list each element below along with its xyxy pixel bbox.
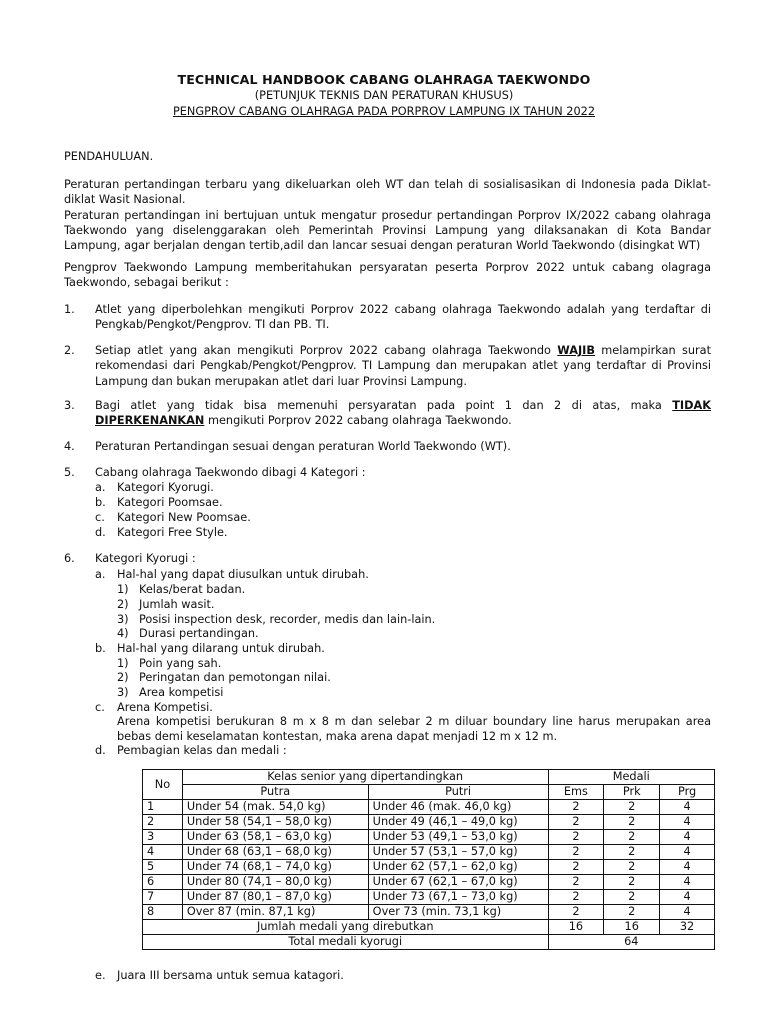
- item-number: 5.: [64, 466, 75, 479]
- table-row: [143, 815, 715, 830]
- item-text: Cabang olahraga Taekwondo dibagi 4 Kategori :: [95, 466, 366, 479]
- section-heading: PENDAHULUAN.: [64, 150, 154, 163]
- cell-no: 2: [143, 815, 183, 830]
- cell-putri: Under 53 (49,1 – 53,0 kg): [368, 830, 548, 845]
- table-subheader-row: [143, 785, 715, 800]
- item-number: 4.: [64, 440, 75, 453]
- cell-putra: Under 58 (54,1 – 58,0 kg): [182, 815, 368, 830]
- cell-prk: 2: [604, 890, 660, 905]
- header-prg: Prg: [660, 785, 715, 800]
- cell-putri: Under 73 (67,1 – 73,0 kg): [368, 890, 548, 905]
- cell-putri: Under 49 (46,1 – 49,0 kg): [368, 815, 548, 830]
- requirements-paragraph: Pengprov Taekwondo Lampung memberitahukan persyaratan peserta Porprov 2022 untuk cabang olagraga Taekwondo, sebagai berikut :: [64, 261, 711, 290]
- document-organizer: PENGPROV CABANG OLAHRAGA PADA PORPROV LAMPUNG IX TAHUN 2022: [172, 105, 596, 118]
- cell-putra: Under 63 (58,1 – 63,0 kg): [182, 830, 368, 845]
- item-text: Peraturan Pertandingan sesuai dengan peraturan World Taekwondo (WT).: [95, 440, 511, 453]
- item-number: 2.: [64, 344, 75, 357]
- cell-prg: 4: [660, 845, 715, 860]
- cell-prk: 2: [604, 800, 660, 815]
- cell-prk: 2: [604, 815, 660, 830]
- cell-no: 3: [143, 830, 183, 845]
- cell-no: 4: [143, 845, 183, 860]
- sum-label: Jumlah medali yang direbutkan: [143, 920, 549, 935]
- emphasis-wajib: WAJIB: [557, 344, 595, 357]
- item-text: Setiap atlet yang akan mengikuti Porprov 2022 cabang olahraga Taekwondo WAJIB melampirkan surat rekomendasi dari Pengkab/Pengkot/Pengprov. TI Lampung dan merupakan atlet yang terdaftar di Provinsi Lampung dan bukan merupakan atlet dari luar Provinsi Lampung.: [95, 344, 712, 388]
- item-text: Kategori Kyorugi :: [95, 552, 196, 565]
- cell-ems: 2: [548, 815, 604, 830]
- emphasis-tidak-diperkenankan: TIDAK DIPERKENANKAN: [95, 399, 711, 428]
- cell-ems: 2: [548, 890, 604, 905]
- header-prk: Prk: [604, 785, 660, 800]
- header-putra: Putra: [182, 785, 368, 800]
- total-value: 64: [548, 935, 715, 950]
- cell-putra: Under 74 (68,1 – 74,0 kg): [182, 860, 368, 875]
- intro-paragraph: [64, 177, 711, 253]
- sum-prk: 16: [604, 920, 660, 935]
- table-row: [143, 800, 715, 815]
- cell-no: 7: [143, 890, 183, 905]
- cell-putra: Under 68 (63,1 – 68,0 kg): [182, 845, 368, 860]
- cell-prg: 4: [660, 815, 715, 830]
- header-kelas: Kelas senior yang dipertandingkan: [182, 770, 548, 785]
- table-row: [143, 875, 715, 890]
- cell-ems: 2: [548, 875, 604, 890]
- table-row: [143, 890, 715, 905]
- cell-no: 5: [143, 860, 183, 875]
- item-number: 6.: [64, 552, 75, 565]
- header-ems: Ems: [548, 785, 604, 800]
- cell-prk: 2: [604, 845, 660, 860]
- cell-putri: Under 62 (57,1 – 62,0 kg): [368, 860, 548, 875]
- document-subtitle: (PETUNJUK TEKNIS DAN PERATURAN KHUSUS): [254, 89, 514, 102]
- total-label: Total medali kyorugi: [143, 935, 549, 950]
- cell-ems: 2: [548, 800, 604, 815]
- cell-ems: 2: [548, 905, 604, 920]
- sum-ems: 16: [548, 920, 604, 935]
- intro-text-a: Peraturan pertandingan terbaru yang dikeluarkan oleh WT dan telah di sosialisasikan di Indonesia pada Diklat-diklat Wasit Nasional.: [64, 178, 711, 207]
- table-row: [143, 905, 715, 920]
- arena-description: Arena kompetisi berukuran 8 m x 8 m dan selebar 2 m diluar boundary line harus merupakan area bebas demi keselamatan kontestan, maka arena dapat menjadi 12 m x 12 m.: [117, 715, 711, 744]
- cell-putri: Over 73 (min. 73,1 kg): [368, 905, 548, 920]
- cell-prg: 4: [660, 860, 715, 875]
- table-header-row: [143, 770, 715, 785]
- item-number: 3.: [64, 399, 75, 412]
- cell-ems: 2: [548, 830, 604, 845]
- cell-putra: Under 87 (80,1 – 87,0 kg): [182, 890, 368, 905]
- sum-prg: 32: [660, 920, 715, 935]
- cell-no: 8: [143, 905, 183, 920]
- cell-ems: 2: [548, 860, 604, 875]
- cell-prg: 4: [660, 905, 715, 920]
- cell-prg: 4: [660, 830, 715, 845]
- cell-prk: 2: [604, 905, 660, 920]
- header-putri: Putri: [368, 785, 548, 800]
- cell-putri: Under 67 (62,1 – 67,0 kg): [368, 875, 548, 890]
- table-row: [143, 860, 715, 875]
- cell-prg: 4: [660, 800, 715, 815]
- document-title: TECHNICAL HANDBOOK CABANG OLAHRAGA TAEKWONDO: [177, 72, 591, 87]
- header-no: No: [143, 770, 183, 800]
- cell-no: 6: [143, 875, 183, 890]
- intro-text-b: Peraturan pertandingan ini bertujuan untuk mengatur prosedur pertandingan Porprov IX/2022 cabang olahraga Taekwondo yang diselenggarakan oleh Pemerintah Provinsi Lampung yang dilaksanakan di Kota Bandar Lampung, agar berjalan dengan tertib,adil dan lancar sesuai dengan peraturan World Taekwondo (disingkat WT): [64, 208, 711, 253]
- cell-no: 1: [143, 800, 183, 815]
- item-text: Atlet yang diperbolehkan mengikuti Porprov 2022 cabang olahraga Taekwondo adalah yang terdaftar di Pengkab/Pengkot/Pengprov. TI dan PB. TI.: [95, 303, 711, 332]
- table-total-row: [143, 935, 715, 950]
- cell-ems: 2: [548, 845, 604, 860]
- cell-putri: Under 46 (mak. 46,0 kg): [368, 800, 548, 815]
- cell-putra: Under 54 (mak. 54,0 kg): [182, 800, 368, 815]
- cell-prk: 2: [604, 860, 660, 875]
- cell-putra: Over 87 (min. 87,1 kg): [182, 905, 368, 920]
- medal-table: [142, 769, 715, 950]
- cell-prg: 4: [660, 890, 715, 905]
- table-sum-row: [143, 920, 715, 935]
- document-page: TECHNICAL HANDBOOK CABANG OLAHRAGA TAEKWONDO (PETUNJUK TEKNIS DAN PERATURAN KHUSUS) PENGPROV CABANG OLAHRAGA PADA PORPROV LAMPUNG IX TAHUN 2022 PENDAHULUAN. Peraturan pertandingan terbaru yang dikeluarkan oleh WT dan telah di sosialisasikan di Indonesia pada Diklat-diklat Wasit Nasional. Peraturan pertandingan ini bertujuan untuk mengatur prosedur pertandingan Porprov IX/2022 cabang olahraga Taekwondo yang diselenggarakan oleh Pemerintah Provinsi Lampung yang dilaksanakan di Kota Bandar Lampung, agar berjalan dengan tertib,adil dan lancar sesuai dengan peraturan World Taekwondo (disingkat WT) Pengprov Taekwondo Lampung memberitahukan persyaratan peserta Porprov 2022 untuk cabang olagraga Taekwondo, sebagai berikut : 1. Atlet yang diperbolehkan mengikuti Porprov 2022 cabang olahraga Taekwondo adalah yang terdaftar di Pengkab/Pengkot/Pengprov. TI dan PB. TI. 2. Setiap atlet yang akan mengikuti Porprov 2022 cabang olahraga Taekwondo WAJIB melampirkan surat rekomendasi dari Pengkab/Pengkot/Pengprov. TI Lampung dan merupakan atlet yang terdaftar di Provinsi Lampung dan bukan merupakan atlet dari luar Provinsi Lampung. 3. Bagi atlet yang tidak bisa memenuhi persyaratan pada point 1 dan 2 di atas, maka TIDAK DIPERKENANKAN mengikuti Porprov 2022 cabang olahraga Taekwondo. 4. Peraturan Pertandingan sesuai dengan peraturan World Taekwondo (WT). 5. Cabang olahraga Taekwondo dibagi 4 Kategori : a. Kategori Kyorugi. b. Kategori Poomsae. c. Kategori New Poomsae. d. Kategori Free Style. 6. Kategori Kyorugi : a. Hal-hal yang dapat diusulkan untuk dirubah. 1) Kelas/berat badan. 2) Jumlah wasit. 3) Posisi inspection desk, recorder, medis dan lain-lain. 4) Durasi pertandingan. b. Hal-hal yang dilarang untuk dirubah. 1) Poin yang sah. 2) Peringatan dan pemotongan nilai. 3) Area kompetisi c. Arena Kompetisi. Arena kompetisi berukuran 8 m x 8 m dan selebar 2 m diluar boundary line harus merupakan area bebas demi keselamatan kontestan, maka arena dapat menjadi 12 m x 12 m. d. Pembagian kelas dan medali : No Kelas senior yang dipertandingkan Medali Putra Putri Ems Prk Prg 1 Under 54 (mak. 54,0 kg) Under 46 (mak. 46,0 kg) 2 2 4 2 Under 58 (54,1 – 58,0 kg) Under 49 (46,1 – 49,0 kg) 2 2 4 3 Under 63 (58,1 – 63,0 kg) Under 53 (49,1 – 53,0 kg) 2 2 4 4 Under 68 (63,1 – 68,0 kg) Under 57 (53,1 – 57,0 kg) 2 2 4 5 Under 74 (68,1 – 74,0 kg) Under 62 (57,1 – 62,0 kg) 2 2 4 6 Under 80 (74,1 – 80,0 kg) Under 67 (62,1 – 67,0 kg) 2 2 4 7 Under 87 (80,1 – 87,0 kg) Under 73 (67,1 – 73,0 kg) 2 2 4 8 Over 87 (min. 87,1 kg) Over 73 (min. 73,1 kg) 2 2 4 Jumlah medali yang direbutkan 16 16 32 Total medali kyorugi 64 e. Juara III bersama untuk semua katagori.: [0, 0, 768, 1024]
- cell-prk: 2: [604, 875, 660, 890]
- cell-putri: Under 57 (53,1 – 57,0 kg): [368, 845, 548, 860]
- table-row: [143, 845, 715, 860]
- cell-prg: 4: [660, 875, 715, 890]
- table-row: [143, 830, 715, 845]
- header-medali: Medali: [548, 770, 715, 785]
- item-text: Bagi atlet yang tidak bisa memenuhi persyaratan pada point 1 dan 2 di atas, maka TIDAK DIPERKENANKAN mengikuti Porprov 2022 cabang olahraga Taekwondo.: [95, 399, 711, 428]
- item-number: 1.: [64, 303, 75, 316]
- cell-putra: Under 80 (74,1 – 80,0 kg): [182, 875, 368, 890]
- cell-prk: 2: [604, 830, 660, 845]
